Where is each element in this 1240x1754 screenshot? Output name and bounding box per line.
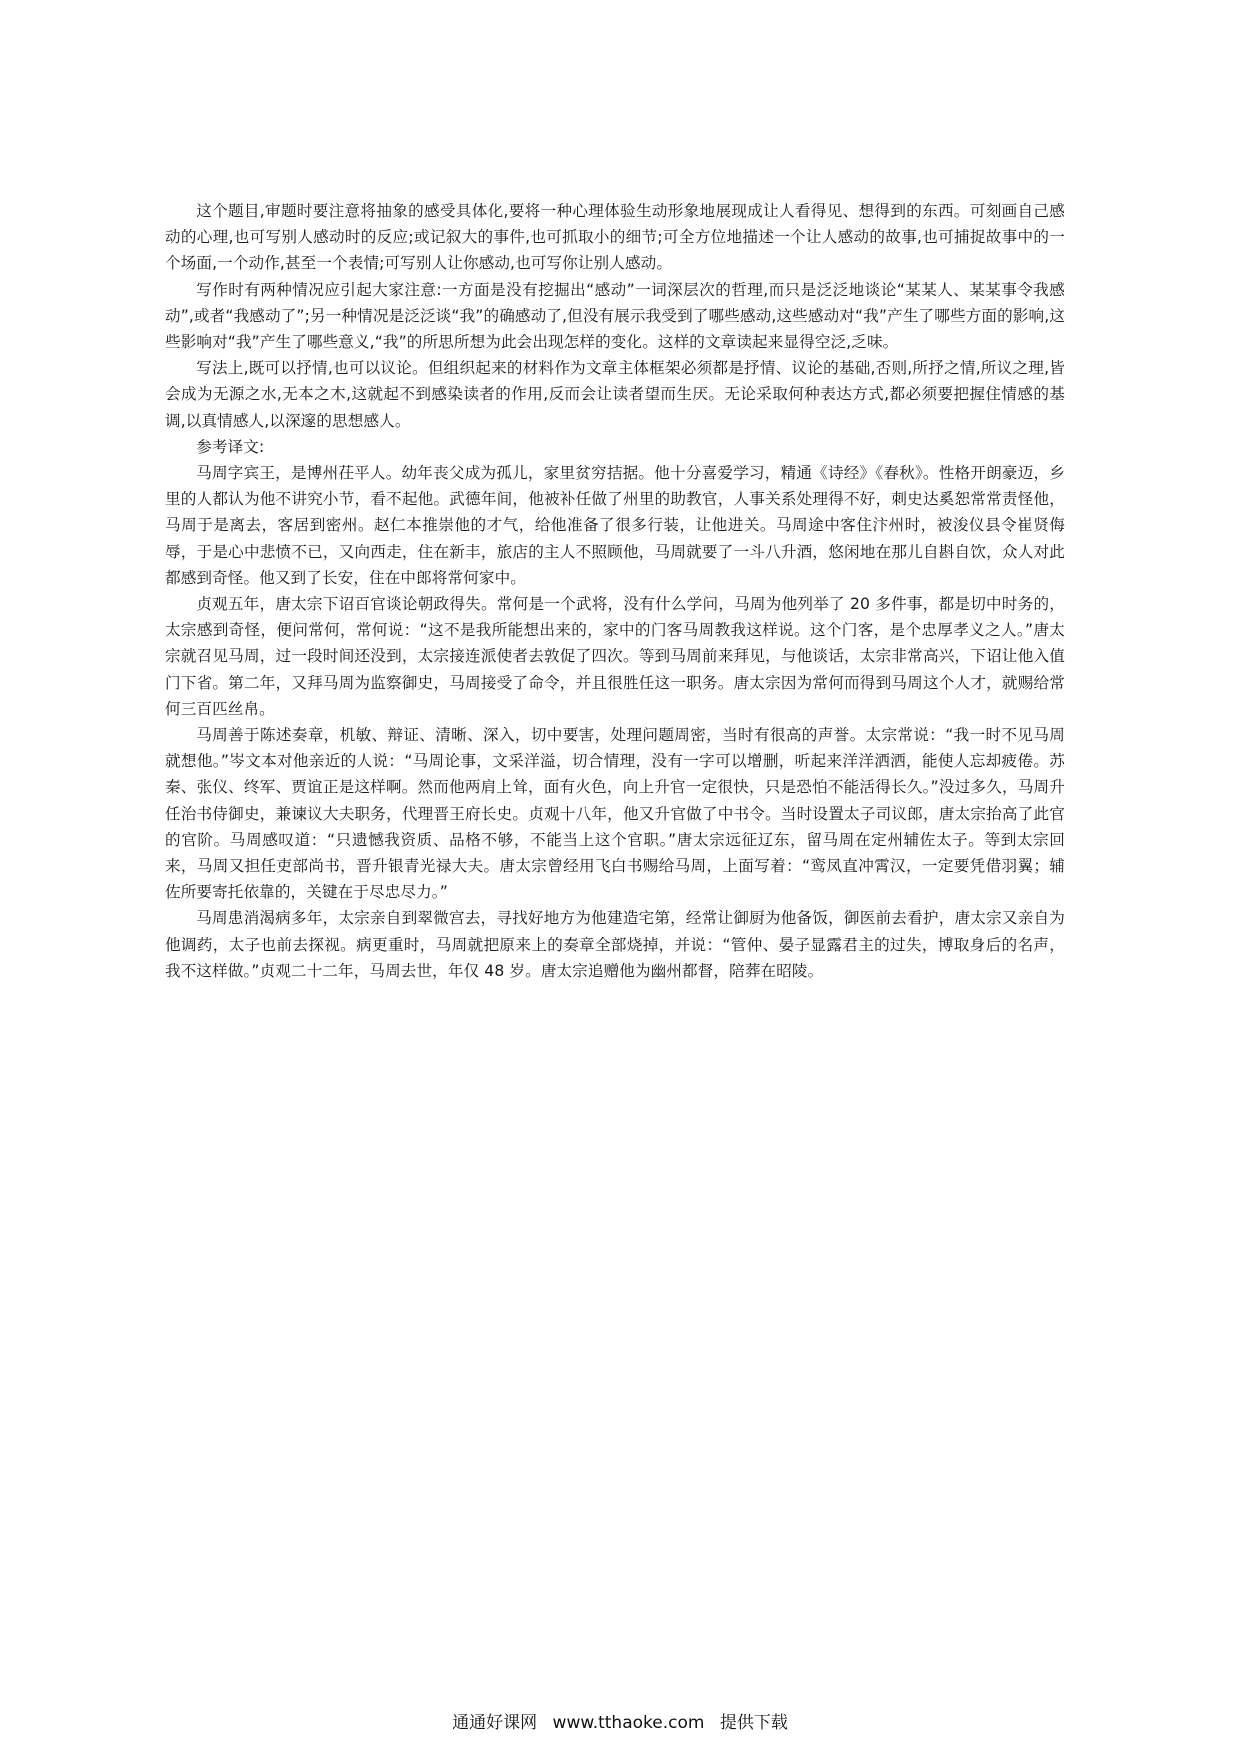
paragraph-3: 写法上,既可以抒情,也可以议论。但组织起来的材料作为文章主体框架必须都是抒情、议论的基础,否则,所抒之情,所议之理,皆会成为无源之水,无本之木,这就起不到感染读者的作用,反而会让读者望而生厌。无论采取何种表达方式,都必须要把握住情感的基调,以真情感人,以深邃的思想感人。: [165, 359, 1065, 430]
footer-note: 提供下载: [719, 1713, 788, 1733]
paragraph-heading-translation: 参考译文:: [196, 437, 265, 456]
document-body: [165, 198, 1065, 984]
paragraph-1: 这个题目,审题时要注意将抽象的感受具体化,要将一种心理体验生动形象地展现成让人看得见、想得到的东西。可刻画自己感动的心理,也可写别人感动时的反应;或记叙大的事件,也可抓取小的细节;可全方位地描述一个让人感动的故事,也可捕捉故事中的一个场面,一个动作,甚至一个表情;可写别人让你感动,也可写你让别人感动。: [165, 202, 1065, 273]
paragraph-5: 马周字宾王，是博州茌平人。幼年丧父成为孤儿，家里贫穷拮据。他十分喜爱学习，精通《诗经》《春秋》。性格开朗豪迈，乡里的人都认为他不讲究小节，看不起他。武德年间，他被补任做了州里的助教官，人事关系处理得不好，刺史达奚恕常常责怪他，马周于是离去，客居到密州。赵仁本推崇他的才气，给他准备了很多行装，让他进关。马周途中客住汴州时，被浚仪县令崔贤侮辱，于是心中悲愤不已，又向西走，住在新丰，旅店的主人不照顾他，马周就要了一斗八升酒，悠闲地在那儿自斟自饮，众人对此都感到奇怪。他又到了长安，住在中郎将常何家中。: [165, 464, 1065, 587]
footer-url: www.tthaoke.com: [552, 1713, 705, 1733]
paragraph-6: 贞观五年，唐太宗下诏百官谈论朝政得失。常何是一个武将，没有什么学问，马周为他列举了 20 多件事，都是切中时务的，太宗感到奇怪，便问常何，常何说：“这不是我所能想出来的，家中的门客马周教我这样说。这个门客，是个忠厚孝义之人。”唐太宗就召见马周，过一段时间还没到，太宗接连派使者去敦促了四次。等到马周前来拜见，与他谈话，太宗非常高兴，下诏让他入值门下省。第二年，又拜马周为监察御史，马周接受了命令，并且很胜任这一职务。唐太宗因为常何而得到马周这个人才，就赐给常何三百匹丝帛。: [165, 595, 1065, 718]
footer-site-name: 通通好课网: [452, 1713, 538, 1733]
paragraph-2: 写作时有两种情况应引起大家注意:一方面是没有挖掘出“感动”一词深层次的哲理,而只是泛泛地谈论“某某人、某某事令我感动”,或者“我感动了”;另一种情况是泛泛谈“我”的确感动了,但没有展示我受到了哪些感动,这些感动对“我”产生了哪些方面的影响,这些影响对“我”产生了哪些意义,“我”的所思所想为此会出现怎样的变化。这样的文章读起来显得空泛,乏味。: [165, 280, 1066, 352]
paragraph-8: 马周患消渴病多年，太宗亲自到翠微宫去，寻找好地方为他建造宅第，经常让御厨为他备饭，御医前去看护，唐太宗又亲自为他调药，太子也前去探视。病更重时，马周就把原来上的奏章全部烧掉，并说：“管仲、晏子显露君主的过失，博取身后的名声，我不这样做。”贞观二十二年，马周去世，年仅 48 岁。唐太宗追赠他为幽州都督，陪葬在昭陵。: [165, 909, 1065, 980]
paragraph-7: 马周善于陈述奏章，机敏、辩证、清晰、深入，切中要害，处理问题周密，当时有很高的声誉。太宗常说：“我一时不见马周就想他。”岑文本对他亲近的人说：“马周论事，文采洋溢，切合情理，没有一字可以增删，听起来洋洋洒洒，能使人忘却疲倦。苏秦、张仪、终军、贾谊正是这样啊。然而他两肩上耸，面有火色，向上升官一定很快，只是恐怕不能活得长久。”没过多久，马周升任治书侍御史，兼谏议大夫职务，代理晋王府长史。贞观十八年，他又升官做了中书令。当时设置太子司议郎，唐太宗抬高了此官的官阶。马周感叹道：“只遗憾我资质、品格不够，不能当上这个官职。”唐太宗远征辽东，留马周在定州辅佐太子。等到太宗回来，马周又担任吏部尚书，晋升银青光禄大夫。唐太宗曾经用飞白书赐给马周，上面写着：“鸾凤直冲霄汉，一定要凭借羽翼；辅佐所要寄托依靠的，关键在于尽忠尽力。”: [165, 726, 1065, 902]
page-footer: [0, 1712, 1240, 1734]
